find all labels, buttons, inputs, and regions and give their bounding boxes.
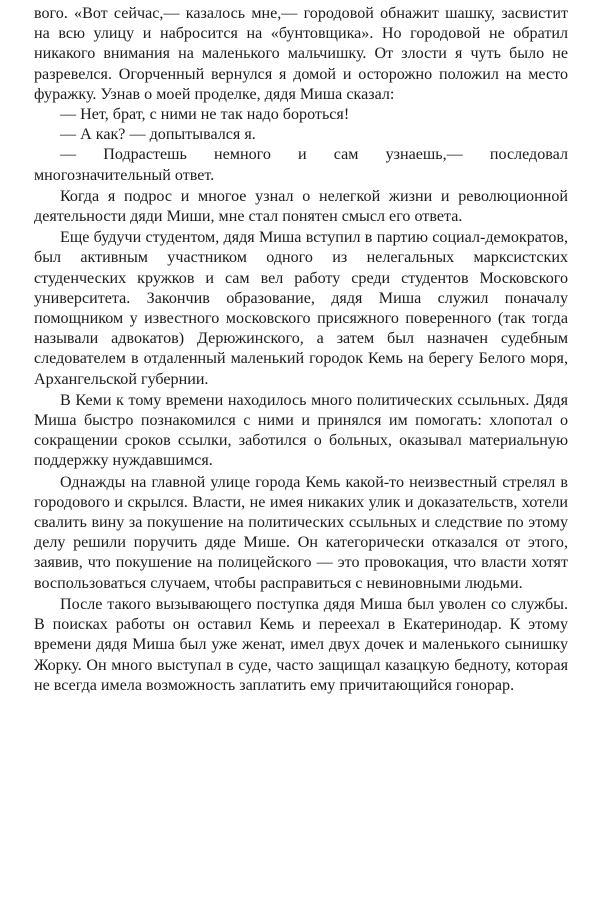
paragraph-5: Еще будучи студентом, дядя Миша вступил в партию социал-демократов, был активным участником одного из нелегальных марксистских студенческих кружков и сам вел работу среди студентов Московского университета. Закончив образование, дядя Миша служил поначалу помощником у известного московского присяжного поверенного (так тогда называли адвокатов) Дерюжинского, а затем был назначен судебным следователем в отдаленный маленький городок Кемь на берегу Белого моря, Архангельской губернии.: [34, 229, 568, 388]
book-page: [34, 4, 568, 696]
paragraph-2-dialogue: — А как? — допытывался я.: [60, 126, 256, 144]
paragraph-8: После такого вызывающего поступка дядя Миша был уволен со службы. В поисках работы он оставил Кемь и переехал в Екатеринодар. К этому времени дядя Миша был уже женат, имел двух дочек и маленького сынишку Жорку. Он много выступал в суде, часто защищал казацкую бедноту, которая не всегда имела возможность заплатить ему причитающийся гонорар.: [34, 595, 568, 694]
paragraph-1-dialogue: — Нет, брат, с ними не так надо бороться!: [60, 106, 350, 124]
paragraph-6: В Кеми к тому времени находилось много политических ссыльных. Дядя Миша быстро познакомился с ними и принялся им помогать: хлопотал о сокращении сроков ссылки, заботился о больных, оказывал материальную поддержку нуждавшимся.: [34, 391, 568, 470]
paragraph-4: Когда я подрос и многое узнал о нелегкой жизни и революционной деятельности дяди Миши, мне стал понятен смысл его ответа.: [34, 187, 568, 226]
paragraph-7: Однажды на главной улице города Кемь какой-то неизвестный стрелял в городового и скрылся. Власти, не имея никаких улик и доказательств, хотели свалить вину за покушение на политических ссыльных и следствие по этому делу решили поручить дяде Мише. Он категорически отказался от этого, заявив, что покушение на полицейского — это провокация, что власти хотят воспользоваться случаем, чтобы расправиться с невиновными людьми.: [34, 473, 568, 592]
paragraph-0: вого. «Вот сейчас,— казалось мне,— городовой обнажит шашку, засвистит на всю улицу и набросится на «бунтовщика». Но городовой не обратил никакого внимания на маленького мальчишку. От злости я чуть было не разревелся. Огорченный вернулся я домой и осторожно положил на место фуражку. Узнав о моей проделке, дядя Миша сказал:: [34, 5, 568, 103]
paragraph-3-dialogue: — Подрастешь немного и сам узнаешь,— последовал многозначительный ответ.: [34, 146, 568, 184]
